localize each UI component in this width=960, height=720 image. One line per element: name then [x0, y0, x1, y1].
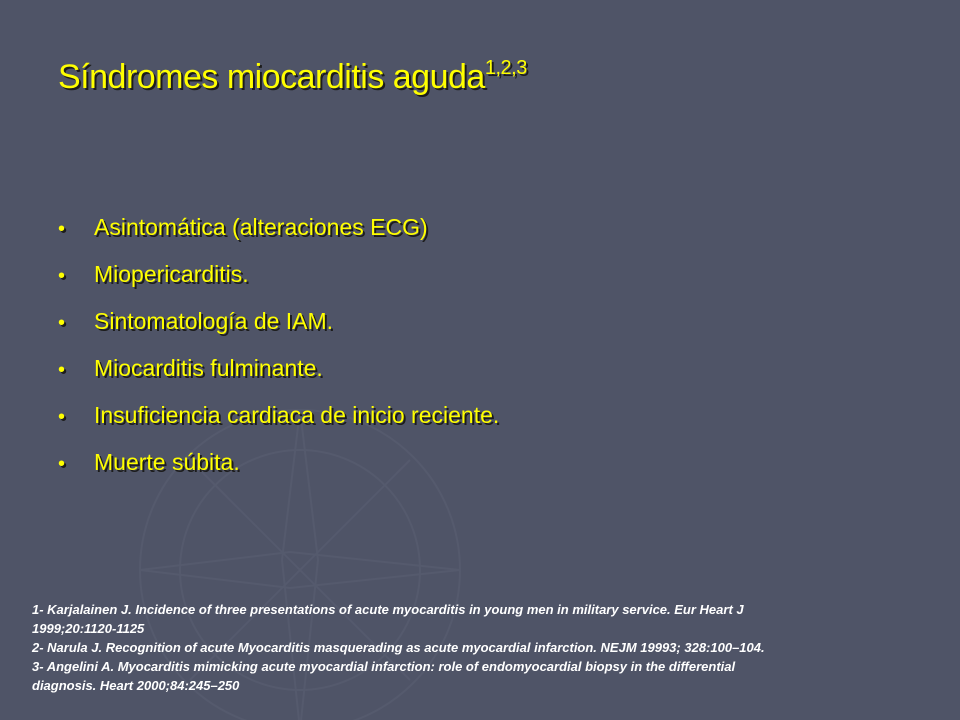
- reference-line: 1999;20:1120-1125: [32, 621, 145, 636]
- bullet-text: Miopericarditis.: [94, 261, 249, 287]
- reference-line: 3- Angelini A. Myocarditis mimicking acute myocardial infarction: role of endomyocardial biopsy in the differential: [32, 659, 736, 674]
- bullet-item: [58, 214, 499, 261]
- bullet-text: Sintomatología de IAM.: [94, 308, 334, 334]
- bullet-marker: •: [58, 265, 66, 287]
- reference-line: 2- Narula J. Recognition of acute Myocarditis masquerading as acute myocardial infarction. NEJM 19993; 328:100–104.: [32, 640, 765, 655]
- bullet-marker: •: [58, 312, 66, 334]
- bullet-text: Muerte súbita.: [94, 449, 240, 475]
- title-reference-superscript: 1,2,3: [484, 57, 527, 79]
- bullet-marker: •: [58, 218, 66, 240]
- bullet-item: [58, 402, 499, 449]
- bullet-marker: •: [58, 406, 66, 428]
- bullet-item: [58, 261, 499, 308]
- bullet-text: Insuficiencia cardiaca de inicio reciente.: [94, 402, 500, 428]
- bullet-item: [58, 449, 499, 496]
- bullet-item: [58, 308, 499, 355]
- bullet-text: Asintomática (alteraciones ECG): [94, 214, 428, 240]
- slide-title: [58, 58, 527, 97]
- bullet-marker: •: [58, 453, 66, 475]
- reference-line: 1- Karjalainen J. Incidence of three presentations of acute myocarditis in young men in military service. Eur Heart J: [32, 602, 744, 617]
- bullet-marker: •: [58, 359, 66, 381]
- references: [32, 600, 952, 695]
- bullet-text: Miocarditis fulminante.: [94, 355, 323, 381]
- bullet-item: [58, 355, 499, 402]
- reference-line: diagnosis. Heart 2000;84:245–250: [32, 678, 240, 693]
- slide-title-text: Síndromes miocarditis aguda: [58, 58, 485, 96]
- bullet-list: [58, 214, 499, 496]
